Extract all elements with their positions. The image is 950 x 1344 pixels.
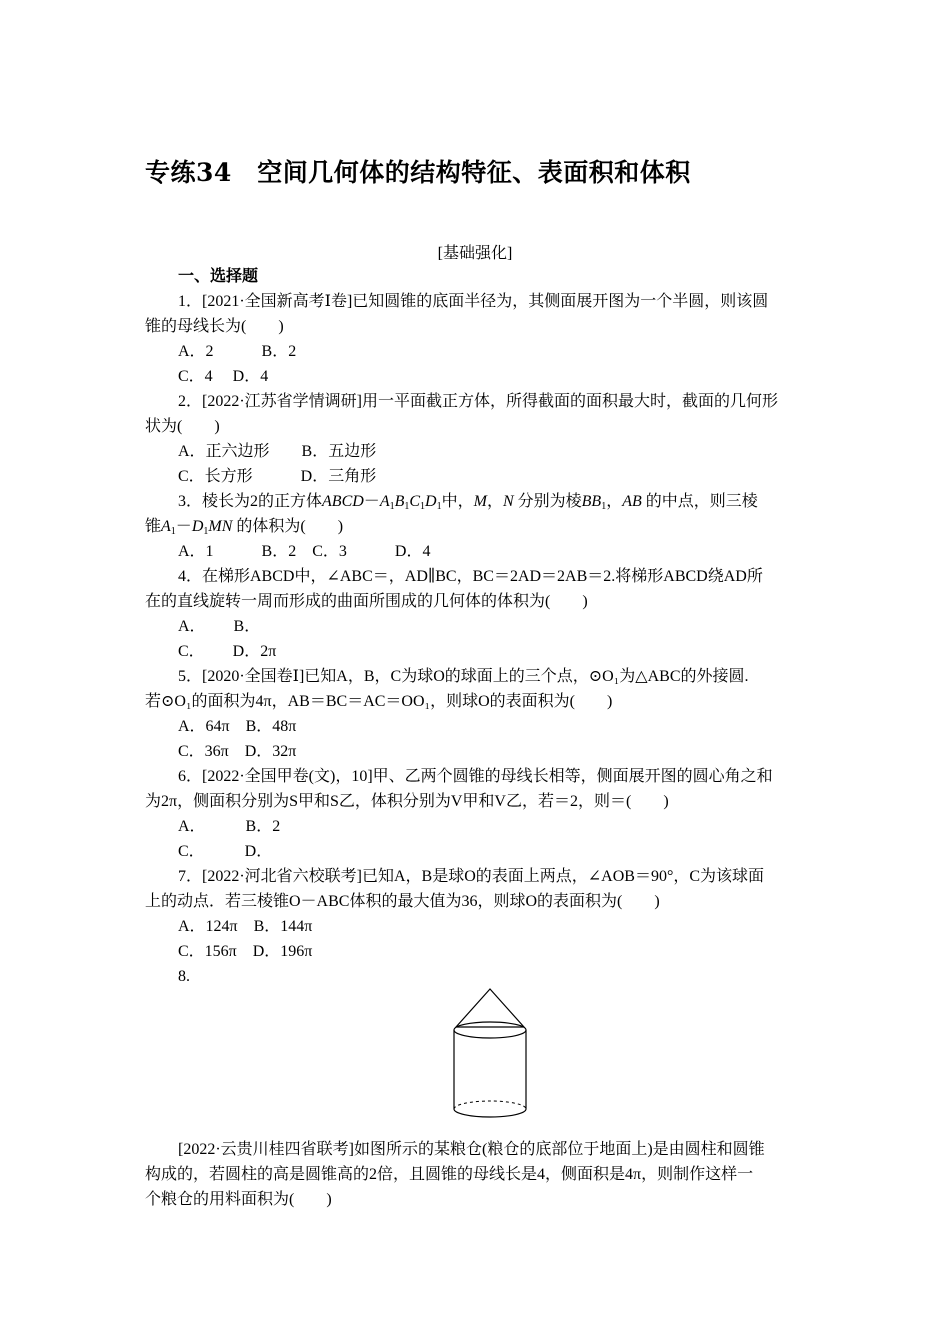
q4-line2: 在的直线旋转一周而形成的曲面所围成的几何体的体积为( ) (145, 593, 588, 610)
q8-line3: 个粮仓的用料面积为( ) (145, 1191, 332, 1208)
q5-line2: 若⊙O₁的面积为4π，AB＝BC＝AC＝OO₁，则球O的表面积为( ) (145, 693, 613, 710)
q8-line2: 构成的，若圆柱的高是圆锥高的2倍，且圆锥的母线长是4，侧面积是4π，则制作这样一 (145, 1166, 754, 1183)
q6-line1: 6．[2022·全国甲卷(文)，10]甲、乙两个圆锥的母线长相等，侧面展开图的圆心角之和 (178, 768, 773, 785)
q7-options-2: C．156π D．196π (178, 943, 313, 960)
q2-options-1: A．正六边形 B．五边形 (178, 443, 377, 460)
q7-line2: 上的动点．若三棱锥O－ABC体积的最大值为36，则球O的表面积为( ) (145, 893, 660, 910)
q2-options-2: C．长方形 D．三角形 (178, 468, 377, 485)
q2-line2: 状为( ) (145, 418, 220, 435)
q2-line1: 2．[2022·江苏省学情调研]用一平面截正方体，所得截面的面积最大时，截面的几何形 (178, 393, 778, 410)
page-title: 专练34 空间几何体的结构特征、表面积和体积 (145, 158, 691, 187)
q3-line2: 锥$A_1-D_1MN$ 的体积为( ) (145, 518, 344, 537)
q4-options-1: A． B． (178, 618, 261, 635)
q8-line1: [2022·云贵川桂四省联考]如图所示的某粮仓(粮仓的底部位于地面上)是由圆柱和圆锥 (178, 1141, 765, 1158)
q5-line1: 5．[2020·全国卷Ⅰ]已知A，B，C为球O的球面上的三个点，⊙O₁为△ABC的外接圆. (178, 668, 749, 685)
q6-options-2: C． D． (178, 843, 273, 860)
q4-options-2: C． D．2π (178, 643, 277, 660)
q1-options-1: A．2 B．2 (178, 343, 297, 360)
q3-options: A．1 B．2 C．3 D．4 (178, 543, 431, 560)
q8-number: 8. (178, 968, 190, 985)
q7-options-1: A．124π B．144π (178, 918, 313, 935)
q3-line1: 3．棱长为2的正方体$ABCD-A_1B_1C_1D_1$中，M，N 分别为棱$BB_1$，AB 的中点，则三棱 (178, 493, 758, 512)
granary-figure (440, 985, 540, 1125)
q6-options-1: A． B．2 (178, 818, 281, 835)
cylinder-bottom-front (454, 1109, 526, 1117)
q1-options-2: C．4 D．4 (178, 368, 269, 385)
cone-outline (456, 989, 524, 1027)
cylinder-top-ellipse (454, 1022, 526, 1038)
q5-options-2: C．36π D．32π (178, 743, 297, 760)
cylinder-bottom-back (454, 1101, 526, 1109)
q1-line2: 锥的母线长为( ) (145, 318, 284, 335)
q6-line2: 为2π，侧面积分别为S甲和S乙，体积分别为V甲和V乙，若＝2，则＝( ) (145, 793, 669, 810)
q4-line1: 4．在梯形ABCD中，∠ABC＝，AD∥BC，BC＝2AD＝2AB＝2.将梯形ABCD绕AD所 (178, 568, 763, 585)
q5-options-1: A．64π B．48π (178, 718, 297, 735)
q1-line1: 1．[2021·全国新高考Ⅰ卷]已知圆锥的底面半径为，其侧面展开图为一个半圆，则该圆 (178, 293, 769, 310)
section-header: [基础强化] (437, 245, 513, 262)
group-label: 一、选择题 (178, 268, 259, 285)
q7-line1: 7．[2022·河北省六校联考]已知A，B是球O的表面上两点，∠AOB＝90°，C为该球面 (178, 868, 765, 885)
